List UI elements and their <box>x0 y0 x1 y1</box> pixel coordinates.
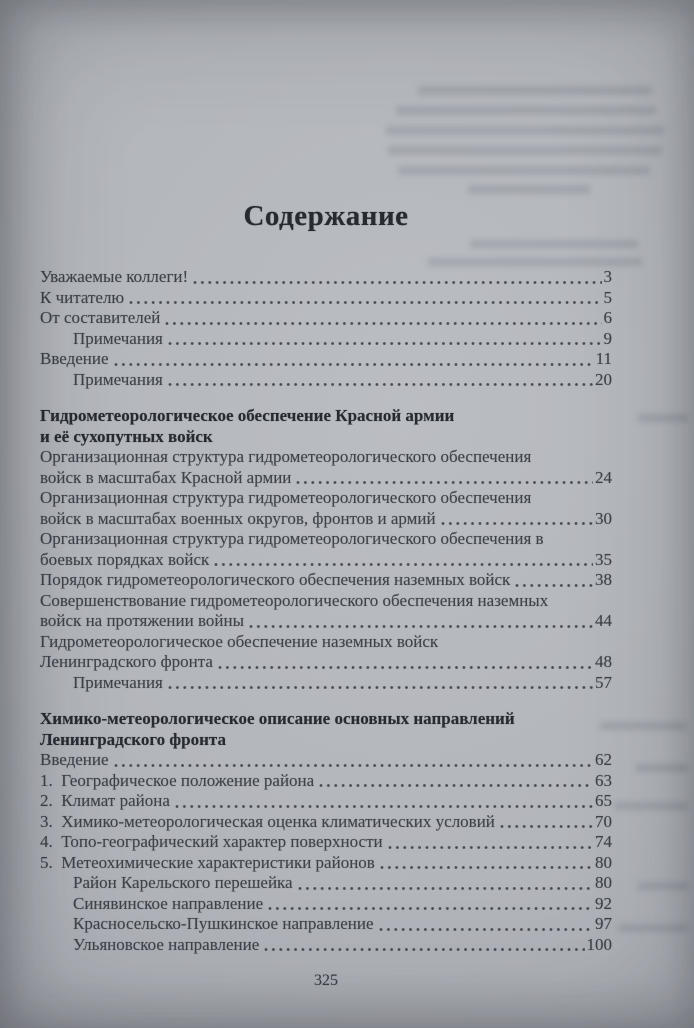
toc-section-hydromet <box>40 406 612 693</box>
dot-leader <box>214 562 593 567</box>
table-of-contents <box>40 267 612 992</box>
toc-entry-page: 20 <box>595 369 612 389</box>
toc-entry <box>40 529 612 570</box>
toc-entry-page: 62 <box>595 750 612 769</box>
toc-entry-page: 3 <box>603 267 612 286</box>
dot-leader <box>388 845 593 850</box>
toc-entry-page: 57 <box>595 672 612 692</box>
toc-entry <box>40 308 612 329</box>
toc-entry-label: Ульяновское направление <box>73 934 260 954</box>
toc-entry <box>40 447 612 488</box>
dot-leader <box>168 685 593 690</box>
toc-entry-page: 63 <box>595 770 612 790</box>
section-heading-line: Ленинградского фронта <box>40 729 226 749</box>
section-heading-line: Гидрометеорологическое обеспечение Красной армии <box>40 406 455 425</box>
toc-entry-label: 5. Метеохимические характеристики районов <box>40 852 375 872</box>
toc-entry-label: войск на протяжении войны <box>40 611 244 630</box>
dot-leader <box>193 280 601 285</box>
bleed-through-mark <box>636 764 688 772</box>
toc-entry-page: 6 <box>603 308 612 327</box>
dot-leader <box>380 865 593 870</box>
toc-entry-label: Гидрометеорологическое обеспечение наземных войск <box>40 631 439 651</box>
toc-entry <box>40 894 612 915</box>
toc-entry-page: 74 <box>595 832 612 851</box>
dot-leader <box>298 886 593 891</box>
toc-entry <box>40 370 612 391</box>
toc-entry <box>40 750 612 771</box>
toc-entry-label: Район Карельского перешейка <box>73 873 293 892</box>
toc-entry <box>40 488 612 529</box>
toc-entry-page: 92 <box>595 893 612 913</box>
section-heading <box>40 709 612 750</box>
dot-leader <box>168 382 593 387</box>
toc-entry <box>40 812 612 833</box>
toc-entry <box>40 349 612 370</box>
toc-entry-page: 44 <box>595 611 612 630</box>
toc-entry-label: 2. Климат района <box>40 791 170 810</box>
toc-entry-label: Организационная структура гидрометеорологического обеспечения в <box>40 529 544 548</box>
toc-entry-label: войск в масштабах Красной армии <box>40 467 292 487</box>
toc-entry-page: 5 <box>603 287 612 307</box>
toc-entry <box>40 570 612 591</box>
toc-entry-label: боевых порядках войск <box>40 549 210 569</box>
dot-leader <box>515 583 593 588</box>
toc-entry-label: Введение <box>40 349 109 368</box>
toc-section-chemmet <box>40 709 612 955</box>
toc-entry <box>40 267 612 288</box>
dot-leader <box>379 927 594 932</box>
dot-leader <box>268 906 593 911</box>
bleed-through-mark <box>600 722 686 730</box>
dot-leader <box>296 480 593 485</box>
toc-entry-page: 35 <box>595 549 612 569</box>
dot-leader <box>165 321 601 326</box>
toc-entry-page: 24 <box>595 467 612 487</box>
dot-leader <box>114 362 594 367</box>
toc-entry-label: Красносельско-Пушкинское направление <box>73 914 374 933</box>
toc-entry-page: 80 <box>595 852 612 872</box>
toc-entry-page: 65 <box>595 791 612 810</box>
toc-entry <box>40 632 612 673</box>
toc-entry-label: Примечания <box>73 328 163 348</box>
dot-leader <box>441 521 593 526</box>
toc-entry <box>40 591 612 632</box>
bleed-through-mark <box>614 802 688 810</box>
toc-entry-label: Примечания <box>73 672 163 692</box>
dot-leader <box>175 804 593 809</box>
toc-entry-label: Организационная структура гидрометеорологического обеспечения <box>40 488 532 507</box>
dot-leader <box>319 783 593 788</box>
toc-entry-page: 70 <box>595 811 612 831</box>
dot-leader <box>264 947 584 952</box>
toc-entry-page: 38 <box>595 570 612 589</box>
toc-entry-label: 1. Географическое положение района <box>40 770 315 790</box>
dot-leader <box>129 300 601 305</box>
bleed-through-mark <box>638 882 688 890</box>
toc-entry-page: 11 <box>595 349 612 368</box>
toc-entry <box>40 853 612 874</box>
section-heading <box>40 406 612 447</box>
toc-entry-page: 80 <box>595 873 612 892</box>
toc-entry-label: Совершенствование гидрометеорологического обеспечения наземных <box>40 590 549 610</box>
page-content <box>40 0 612 992</box>
dot-leader <box>500 824 593 829</box>
toc-entry-page: 100 <box>586 934 612 954</box>
toc-entry-label: Введение <box>40 750 109 769</box>
toc-entry-page: 97 <box>595 914 612 933</box>
toc-entry <box>40 791 612 812</box>
toc-entry <box>40 873 612 894</box>
toc-entry-page: 30 <box>595 508 612 528</box>
dot-leader <box>218 665 593 670</box>
section-heading-line: и её сухопутных войск <box>40 426 213 446</box>
toc-entry-label: К читателю <box>40 287 125 307</box>
dot-leader <box>114 763 593 768</box>
toc-entry-label: Ленинградского фронта <box>40 652 213 671</box>
toc-entry <box>40 914 612 935</box>
toc-entry-label: Порядок гидрометеорологического обеспечения наземных войск <box>40 570 511 589</box>
toc-entry <box>40 832 612 853</box>
toc-entry-label: Синявинское направление <box>73 893 264 913</box>
bleed-through-mark <box>638 414 688 422</box>
section-heading-line: Химико-метеорологическое описание основных направлений <box>40 709 515 728</box>
toc-entry-label: От составителей <box>40 308 161 327</box>
toc-entry-page: 48 <box>595 652 612 671</box>
toc-entry <box>40 288 612 309</box>
page-title: Содержание <box>243 200 409 232</box>
toc-entry-label: Организационная структура гидрометеорологического обеспечения <box>40 447 532 466</box>
toc-entry <box>40 329 612 350</box>
toc-entry-label: войск в масштабах военных округов, фронтов и армий <box>40 508 436 528</box>
bleed-through-mark <box>618 924 688 932</box>
toc-entry-page: 9 <box>603 328 612 348</box>
toc-entry <box>40 673 612 694</box>
toc-entry <box>40 771 612 792</box>
page-number-footer: 325 <box>314 972 338 989</box>
dot-leader <box>168 341 602 346</box>
toc-entry-label: Уважаемые коллеги! <box>40 267 189 286</box>
toc-entry-label: 3. Химико-метеорологическая оценка климатических условий <box>40 811 495 831</box>
dot-leader <box>249 624 593 629</box>
toc-entry-label: 4. Топо-географический характер поверхности <box>40 832 383 851</box>
toc-entry <box>40 935 612 956</box>
toc-entry-label: Примечания <box>73 369 163 389</box>
